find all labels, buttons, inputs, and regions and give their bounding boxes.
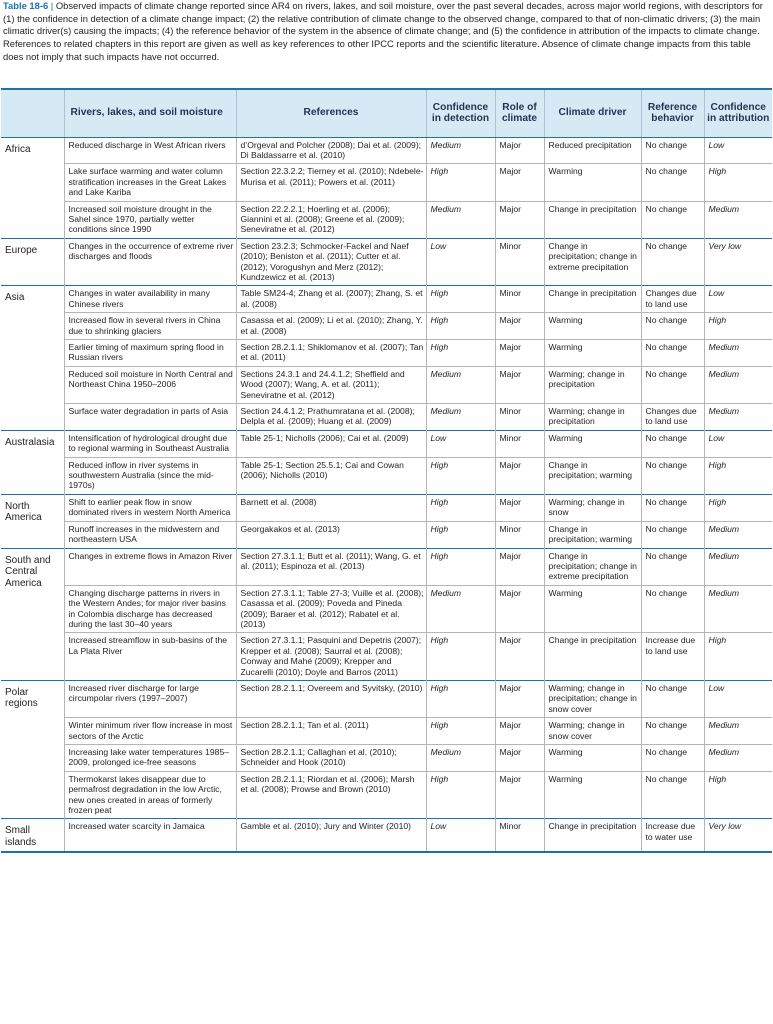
role-cell: Minor [495,819,544,853]
references-cell: Section 28.2.1.1; Tan et al. (2011) [236,718,426,745]
header-attribution: Confidence in attribution [704,89,772,137]
detection-cell: Medium [426,201,495,238]
region-cell: Polar regions [1,680,64,818]
references-cell: Section 23.2.3; Schmocker-Fackel and Naef (2010); Beniston et al. (2011); Cutter et al. (2012); Vorogushyn and Merz (2012); Kundzewicz et al. (2013) [236,238,426,286]
driver-cell: Warming [544,164,641,201]
role-cell: Minor [495,521,544,548]
attribution-cell: High [704,313,772,340]
detection-cell: Medium [426,366,495,403]
attribution-cell: Medium [704,745,772,772]
references-cell: Section 24.4.1.2; Prathumratana et al. (2008); Delpla et al. (2009); Huang et al. (2009) [236,404,426,431]
detection-cell: High [426,771,495,819]
driver-cell: Warming [544,340,641,367]
detection-cell: Medium [426,137,495,164]
attribution-cell: Low [704,286,772,313]
driver-cell: Warming; change in snow [544,494,641,521]
behavior-cell: No change [641,457,704,494]
table-row [1,201,772,238]
detection-cell: High [426,680,495,717]
driver-cell: Warming; change in precipitation [544,404,641,431]
detection-cell: Medium [426,585,495,633]
attribution-cell: Medium [704,340,772,367]
detection-cell: High [426,164,495,201]
table-row [1,404,772,431]
detection-cell: High [426,286,495,313]
impact-cell: Increased soil moisture drought in the Sahel since 1970, partially wetter conditions since 1990 [64,201,236,238]
impact-cell: Earlier timing of maximum spring flood in Russian rivers [64,340,236,367]
attribution-cell: Medium [704,718,772,745]
detection-cell: High [426,313,495,340]
header-row [1,89,772,137]
table-row [1,771,772,819]
references-cell: Gamble et al. (2010); Jury and Winter (2010) [236,819,426,853]
table-row [1,585,772,633]
role-cell: Minor [495,430,544,457]
behavior-cell: No change [641,313,704,340]
references-cell: Table 25-1; Section 25.5.1; Cai and Cowan (2006); Nicholls (2010) [236,457,426,494]
detection-cell: Low [426,430,495,457]
detection-cell: High [426,457,495,494]
driver-cell: Warming [544,771,641,819]
header-detection: Confidence in detection [426,89,495,137]
table-row [1,494,772,521]
attribution-cell: High [704,164,772,201]
driver-cell: Change in precipitation [544,201,641,238]
role-cell: Major [495,137,544,164]
table-row [1,819,772,853]
behavior-cell: No change [641,494,704,521]
behavior-cell: No change [641,164,704,201]
driver-cell: Warming [544,430,641,457]
impact-cell: Increased water scarcity in Jamaica [64,819,236,853]
caption-text: Observed impacts of climate change reported since AR4 on rivers, lakes, and soil moisture, over the past several decades, across major world regions, with descriptors for (1) the confidence in detection of a climate change impact; (2) the relative contribution of climate change to the observed change, compared to that of non-climatic drivers; (3) the main climatic driver(s) causing the impacts; (4) the reference behavior of the system in the absence of climate change; and (5) the confidence in attribution of the impacts to climate change. References to related chapters in this report are given as well as key references to other IPCC reports and the scientific literature. Absence of climate change impacts from this table does not imply that such impacts have not occurred. [3,0,763,62]
behavior-cell: No change [641,718,704,745]
attribution-cell: Low [704,680,772,717]
attribution-cell: Medium [704,548,772,585]
behavior-cell: No change [641,548,704,585]
driver-cell: Change in precipitation [544,819,641,853]
references-cell: Section 28.2.1.1; Riordan et al. (2006); Marsh et al. (2008); Prowse and Brown (2010) [236,771,426,819]
driver-cell: Warming [544,745,641,772]
references-cell: Section 22.2.2.1; Hoerling et al. (2006); Giannini et al. (2008); Greene et al. (2009); Seneviratne et al. (2012) [236,201,426,238]
table-row [1,718,772,745]
references-cell: d’Orgeval and Polcher (2008); Dai et al. (2009); Di Baldassarre et al. (2010) [236,137,426,164]
behavior-cell: No change [641,680,704,717]
references-cell: Sections 24.3.1 and 24.4.1.2; Sheffield and Wood (2007); Wang, A. et al. (2011); Seneviratne et al. (2012) [236,366,426,403]
detection-cell: Medium [426,404,495,431]
detection-cell: High [426,521,495,548]
table-caption [3,0,770,64]
attribution-cell: Very low [704,819,772,853]
impact-cell: Shift to earlier peak flow in snow dominated rivers in western North America [64,494,236,521]
table-row [1,457,772,494]
role-cell: Minor [495,286,544,313]
detection-cell: Low [426,819,495,853]
references-cell: Table 25-1; Nicholls (2006); Cai et al. (2009) [236,430,426,457]
role-cell: Major [495,718,544,745]
attribution-cell: High [704,494,772,521]
references-cell: Table SM24-4; Zhang et al. (2007); Zhang, S. et al. (2008) [236,286,426,313]
references-cell: Section 28.2.1.1; Shiklomanov et al. (2007); Tan et al. (2011) [236,340,426,367]
role-cell: Minor [495,404,544,431]
impact-cell: Lake surface warming and water column stratification increases in the Great Lakes and Lake Kariba [64,164,236,201]
role-cell: Major [495,201,544,238]
role-cell: Minor [495,238,544,286]
behavior-cell: No change [641,745,704,772]
table-row [1,238,772,286]
attribution-cell: Low [704,430,772,457]
references-cell: Georgakakos et al. (2013) [236,521,426,548]
driver-cell: Warming [544,585,641,633]
role-cell: Major [495,164,544,201]
references-cell: Section 27.3.1.1; Table 27-3; Vuille et al. (2008); Casassa et al. (2009); Poveda and Pineda (2009); Baraer et al. (2012); Rabatel et al. (2013) [236,585,426,633]
header-region [1,89,64,137]
attribution-cell: Very low [704,238,772,286]
detection-cell: Low [426,238,495,286]
table-row [1,430,772,457]
references-cell: Section 22.3.2.2; Tierney et al. (2010); Ndebele-Murisa et al. (2011); Powers et al. (2011) [236,164,426,201]
behavior-cell: No change [641,340,704,367]
table-row [1,340,772,367]
region-cell: Australasia [1,430,64,494]
impact-cell: Changing discharge patterns in rivers in the Western Andes; for major river basins in Colombia discharge has decreased during the last 30–40 years [64,585,236,633]
impact-cell: Winter minimum river flow increase in most sectors of the Arctic [64,718,236,745]
header-impact: Rivers, lakes, and soil moisture [64,89,236,137]
table-row [1,548,772,585]
driver-cell: Warming; change in snow cover [544,718,641,745]
impacts-table [1,88,772,853]
table-row [1,137,772,164]
detection-cell: High [426,494,495,521]
references-cell: Section 27.3.1.1; Pasquini and Depetris (2007); Krepper et al. (2008); Saurral et al. (2008); Conway and Mahé (2009); Krepper and Zucarelli (2010); Doyle and Barros (2011) [236,633,426,681]
table-row [1,286,772,313]
table-row [1,164,772,201]
references-cell: Casassa et al. (2009); Li et al. (2010); Zhang, Y. et al. (2008) [236,313,426,340]
driver-cell: Change in precipitation [544,633,641,681]
table-row [1,745,772,772]
detection-cell: High [426,633,495,681]
table-row [1,313,772,340]
header-references: References [236,89,426,137]
table-row [1,366,772,403]
references-cell: Section 28.2.1.1; Callaghan et al. (2010); Schneider and Hook (2010) [236,745,426,772]
impact-cell: Increasing lake water temperatures 1985–2009, prolonged ice-free seasons [64,745,236,772]
driver-cell: Change in precipitation; change in extreme precipitation [544,548,641,585]
role-cell: Major [495,340,544,367]
header-role: Role of climate [495,89,544,137]
caption-separator: | [50,0,54,11]
impact-cell: Reduced inflow in river systems in southwestern Australia (since the mid-1970s) [64,457,236,494]
attribution-cell: High [704,457,772,494]
role-cell: Major [495,548,544,585]
impact-cell: Surface water degradation in parts of Asia [64,404,236,431]
detection-cell: High [426,340,495,367]
driver-cell: Change in precipitation [544,286,641,313]
role-cell: Major [495,494,544,521]
driver-cell: Change in precipitation; change in extreme precipitation [544,238,641,286]
role-cell: Major [495,585,544,633]
table-number: Table 18-6 [3,0,49,11]
behavior-cell: No change [641,430,704,457]
impact-cell: Reduced soil moisture in North Central and Northeast China 1950–2006 [64,366,236,403]
impact-cell: Increased streamflow in sub-basins of the La Plata River [64,633,236,681]
detection-cell: Medium [426,745,495,772]
driver-cell: Warming; change in precipitation [544,366,641,403]
behavior-cell: Changes due to land use [641,404,704,431]
behavior-cell: No change [641,137,704,164]
driver-cell: Warming; change in precipitation; change in snow cover [544,680,641,717]
behavior-cell: Changes due to land use [641,286,704,313]
impact-cell: Changes in water availability in many Chinese rivers [64,286,236,313]
attribution-cell: Medium [704,366,772,403]
driver-cell: Warming [544,313,641,340]
behavior-cell: No change [641,201,704,238]
detection-cell: High [426,718,495,745]
behavior-cell: No change [641,771,704,819]
region-cell: South and Central America [1,548,64,680]
references-cell: Section 27.3.1.1; Butt et al. (2011); Wang, G. et al. (2011); Espinoza et al. (2013) [236,548,426,585]
role-cell: Major [495,771,544,819]
attribution-cell: High [704,633,772,681]
attribution-cell: Low [704,137,772,164]
impact-cell: Runoff increases in the midwestern and northeastern USA [64,521,236,548]
references-cell: Section 28.2.1.1; Overeem and Syvitsky, (2010) [236,680,426,717]
role-cell: Major [495,366,544,403]
attribution-cell: Medium [704,404,772,431]
header-behavior: Reference behavior [641,89,704,137]
table-row [1,633,772,681]
driver-cell: Reduced precipitation [544,137,641,164]
region-cell: Small islands [1,819,64,853]
region-cell: Europe [1,238,64,286]
table-row [1,521,772,548]
behavior-cell: No change [641,521,704,548]
detection-cell: High [426,548,495,585]
behavior-cell: No change [641,585,704,633]
behavior-cell: Increase due to land use [641,633,704,681]
impact-cell: Reduced discharge in West African rivers [64,137,236,164]
driver-cell: Change in precipitation; warming [544,521,641,548]
behavior-cell: No change [641,366,704,403]
role-cell: Major [495,745,544,772]
impact-cell: Changes in extreme flows in Amazon River [64,548,236,585]
impact-cell: Increased river discharge for large circumpolar rivers (1997–2007) [64,680,236,717]
attribution-cell: Medium [704,521,772,548]
header-driver: Climate driver [544,89,641,137]
behavior-cell: No change [641,238,704,286]
role-cell: Major [495,457,544,494]
region-cell: Africa [1,137,64,238]
role-cell: Major [495,633,544,681]
attribution-cell: Medium [704,585,772,633]
table-body [1,137,772,852]
impact-cell: Thermokarst lakes disappear due to permafrost degradation in the low Arctic, new ones created in areas of formerly frozen peat [64,771,236,819]
attribution-cell: High [704,771,772,819]
references-cell: Barnett et al. (2008) [236,494,426,521]
role-cell: Major [495,313,544,340]
impact-cell: Changes in the occurrence of extreme river discharges and floods [64,238,236,286]
driver-cell: Change in precipitation; warming [544,457,641,494]
region-cell: North America [1,494,64,548]
region-cell: Asia [1,286,64,430]
attribution-cell: Medium [704,201,772,238]
behavior-cell: Increase due to water use [641,819,704,853]
role-cell: Major [495,680,544,717]
table-row [1,680,772,717]
impact-cell: Intensification of hydrological drought due to regional warming in Southeast Australia [64,430,236,457]
impact-cell: Increased flow in several rivers in China due to shrinking glaciers [64,313,236,340]
